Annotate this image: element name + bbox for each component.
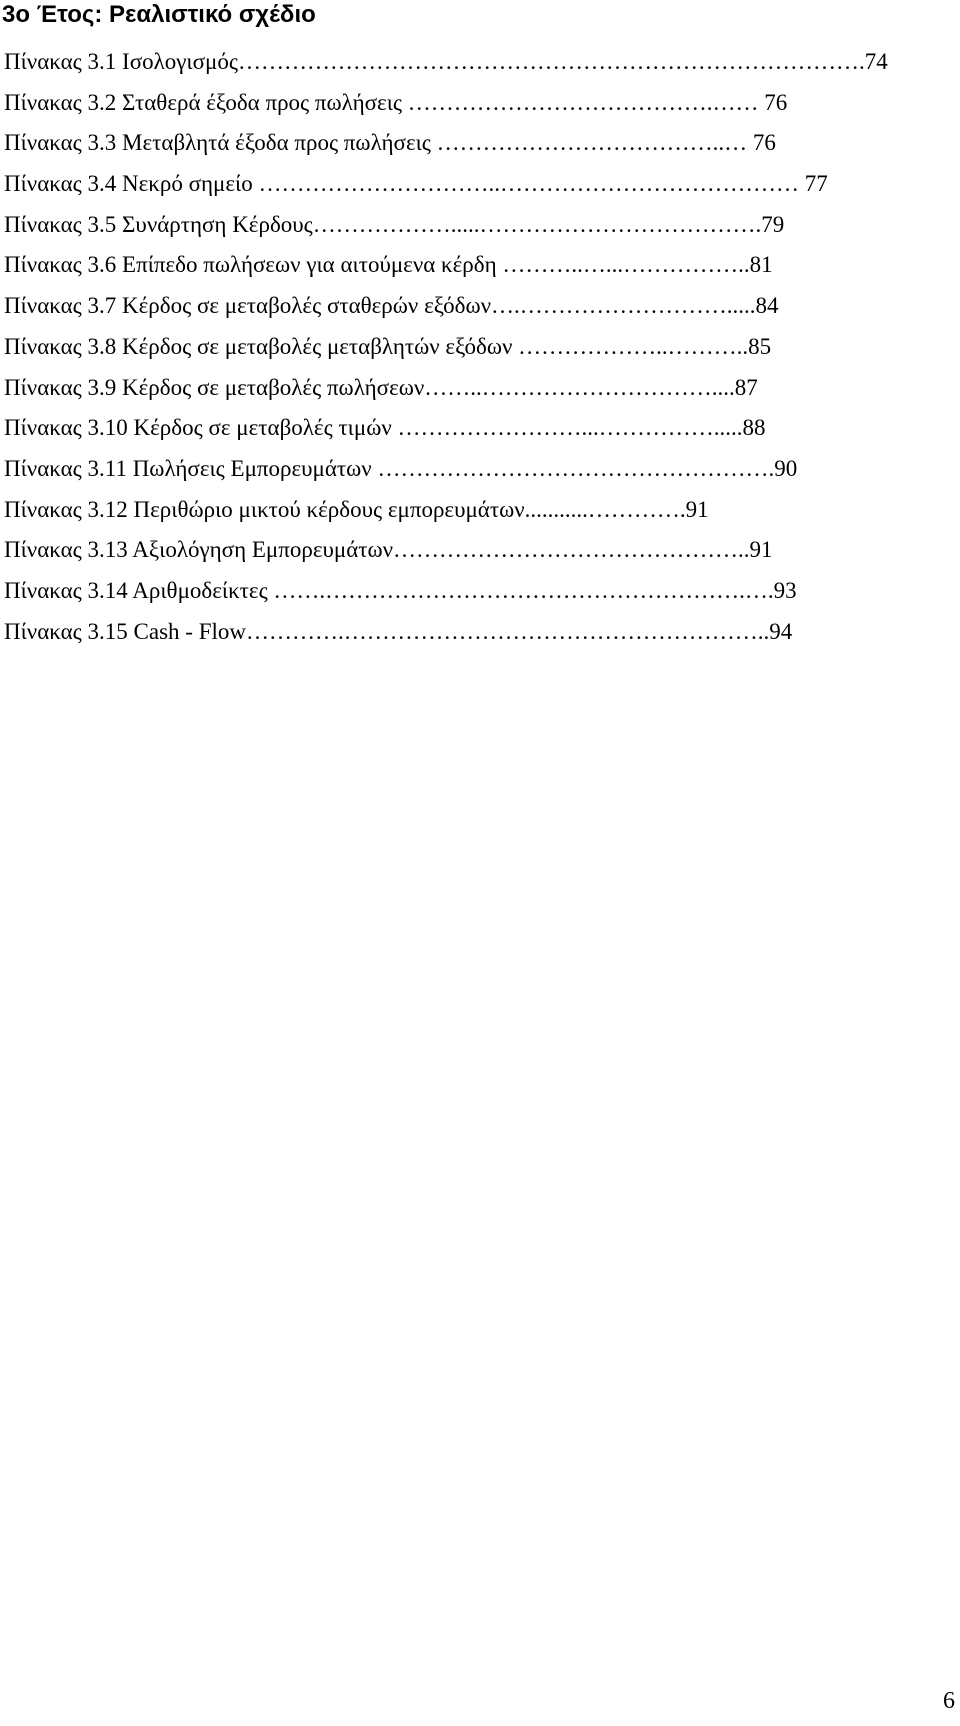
toc-entry: Πίνακας 3.5 Συνάρτηση Κέρδους……………….....……………………………….79: [4, 211, 785, 237]
toc-entry: Πίνακας 3.2 Σταθερά έξοδα προς πωλήσεις ………………………………….…… 76: [4, 89, 788, 115]
toc-entry: Πίνακας 3.8 Κέρδος σε μεταβολές μεταβλητών εξόδων ………………..………..85: [4, 333, 772, 359]
toc-entry: Πίνακας 3.13 Αξιολόγηση Εμπορευμάτων………………………………………..91: [4, 537, 773, 563]
toc-entry: Πίνακας 3.11 Πωλήσεις Εμπορευμάτων …………………………………………….90: [4, 455, 798, 481]
toc-entry: Πίνακας 3.1 Ισολογισμός……………………………………………………………………….74: [4, 49, 888, 74]
toc-entry: Πίνακας 3.7 Κέρδος σε μεταβολές σταθερών εξόδων….……………………….....84: [4, 293, 779, 319]
toc-entry: Πίνακας 3.12 Περιθώριο μικτού κέρδους εμπορευμάτων...........………….91: [4, 496, 709, 522]
toc-entry: Πίνακας 3.6 Επίπεδο πωλήσεων για αιτούμενα κέρδη ………..…...……………..81: [4, 252, 773, 278]
table-of-contents: [4, 47, 956, 657]
toc-entry: Πίνακας 3.10 Κέρδος σε μεταβολές τιμών ……………………...…………….....88: [4, 415, 766, 441]
toc-entry: Πίνακας 3.4 Νεκρό σημείο …………………………..………………………………… 77: [4, 171, 828, 197]
page-number: 6: [943, 1688, 955, 1714]
toc-entry: Πίνακας 3.15 Cash - Flow………….………………………………………………..94: [4, 618, 793, 644]
toc-entry: Πίνακας 3.3 Μεταβλητά έξοδα προς πωλήσεις ………………………………..… 76: [4, 130, 776, 156]
toc-entry: Πίνακας 3.14 Αριθμοδείκτες …….……………………………………………….….93: [4, 577, 797, 603]
page-title: 3ο Έτος: Ρεαλιστικό σχέδιο: [2, 1, 316, 28]
toc-entry: Πίνακας 3.9 Κέρδος σε μεταβολές πωλήσεων……..…………………………....87: [4, 374, 758, 400]
